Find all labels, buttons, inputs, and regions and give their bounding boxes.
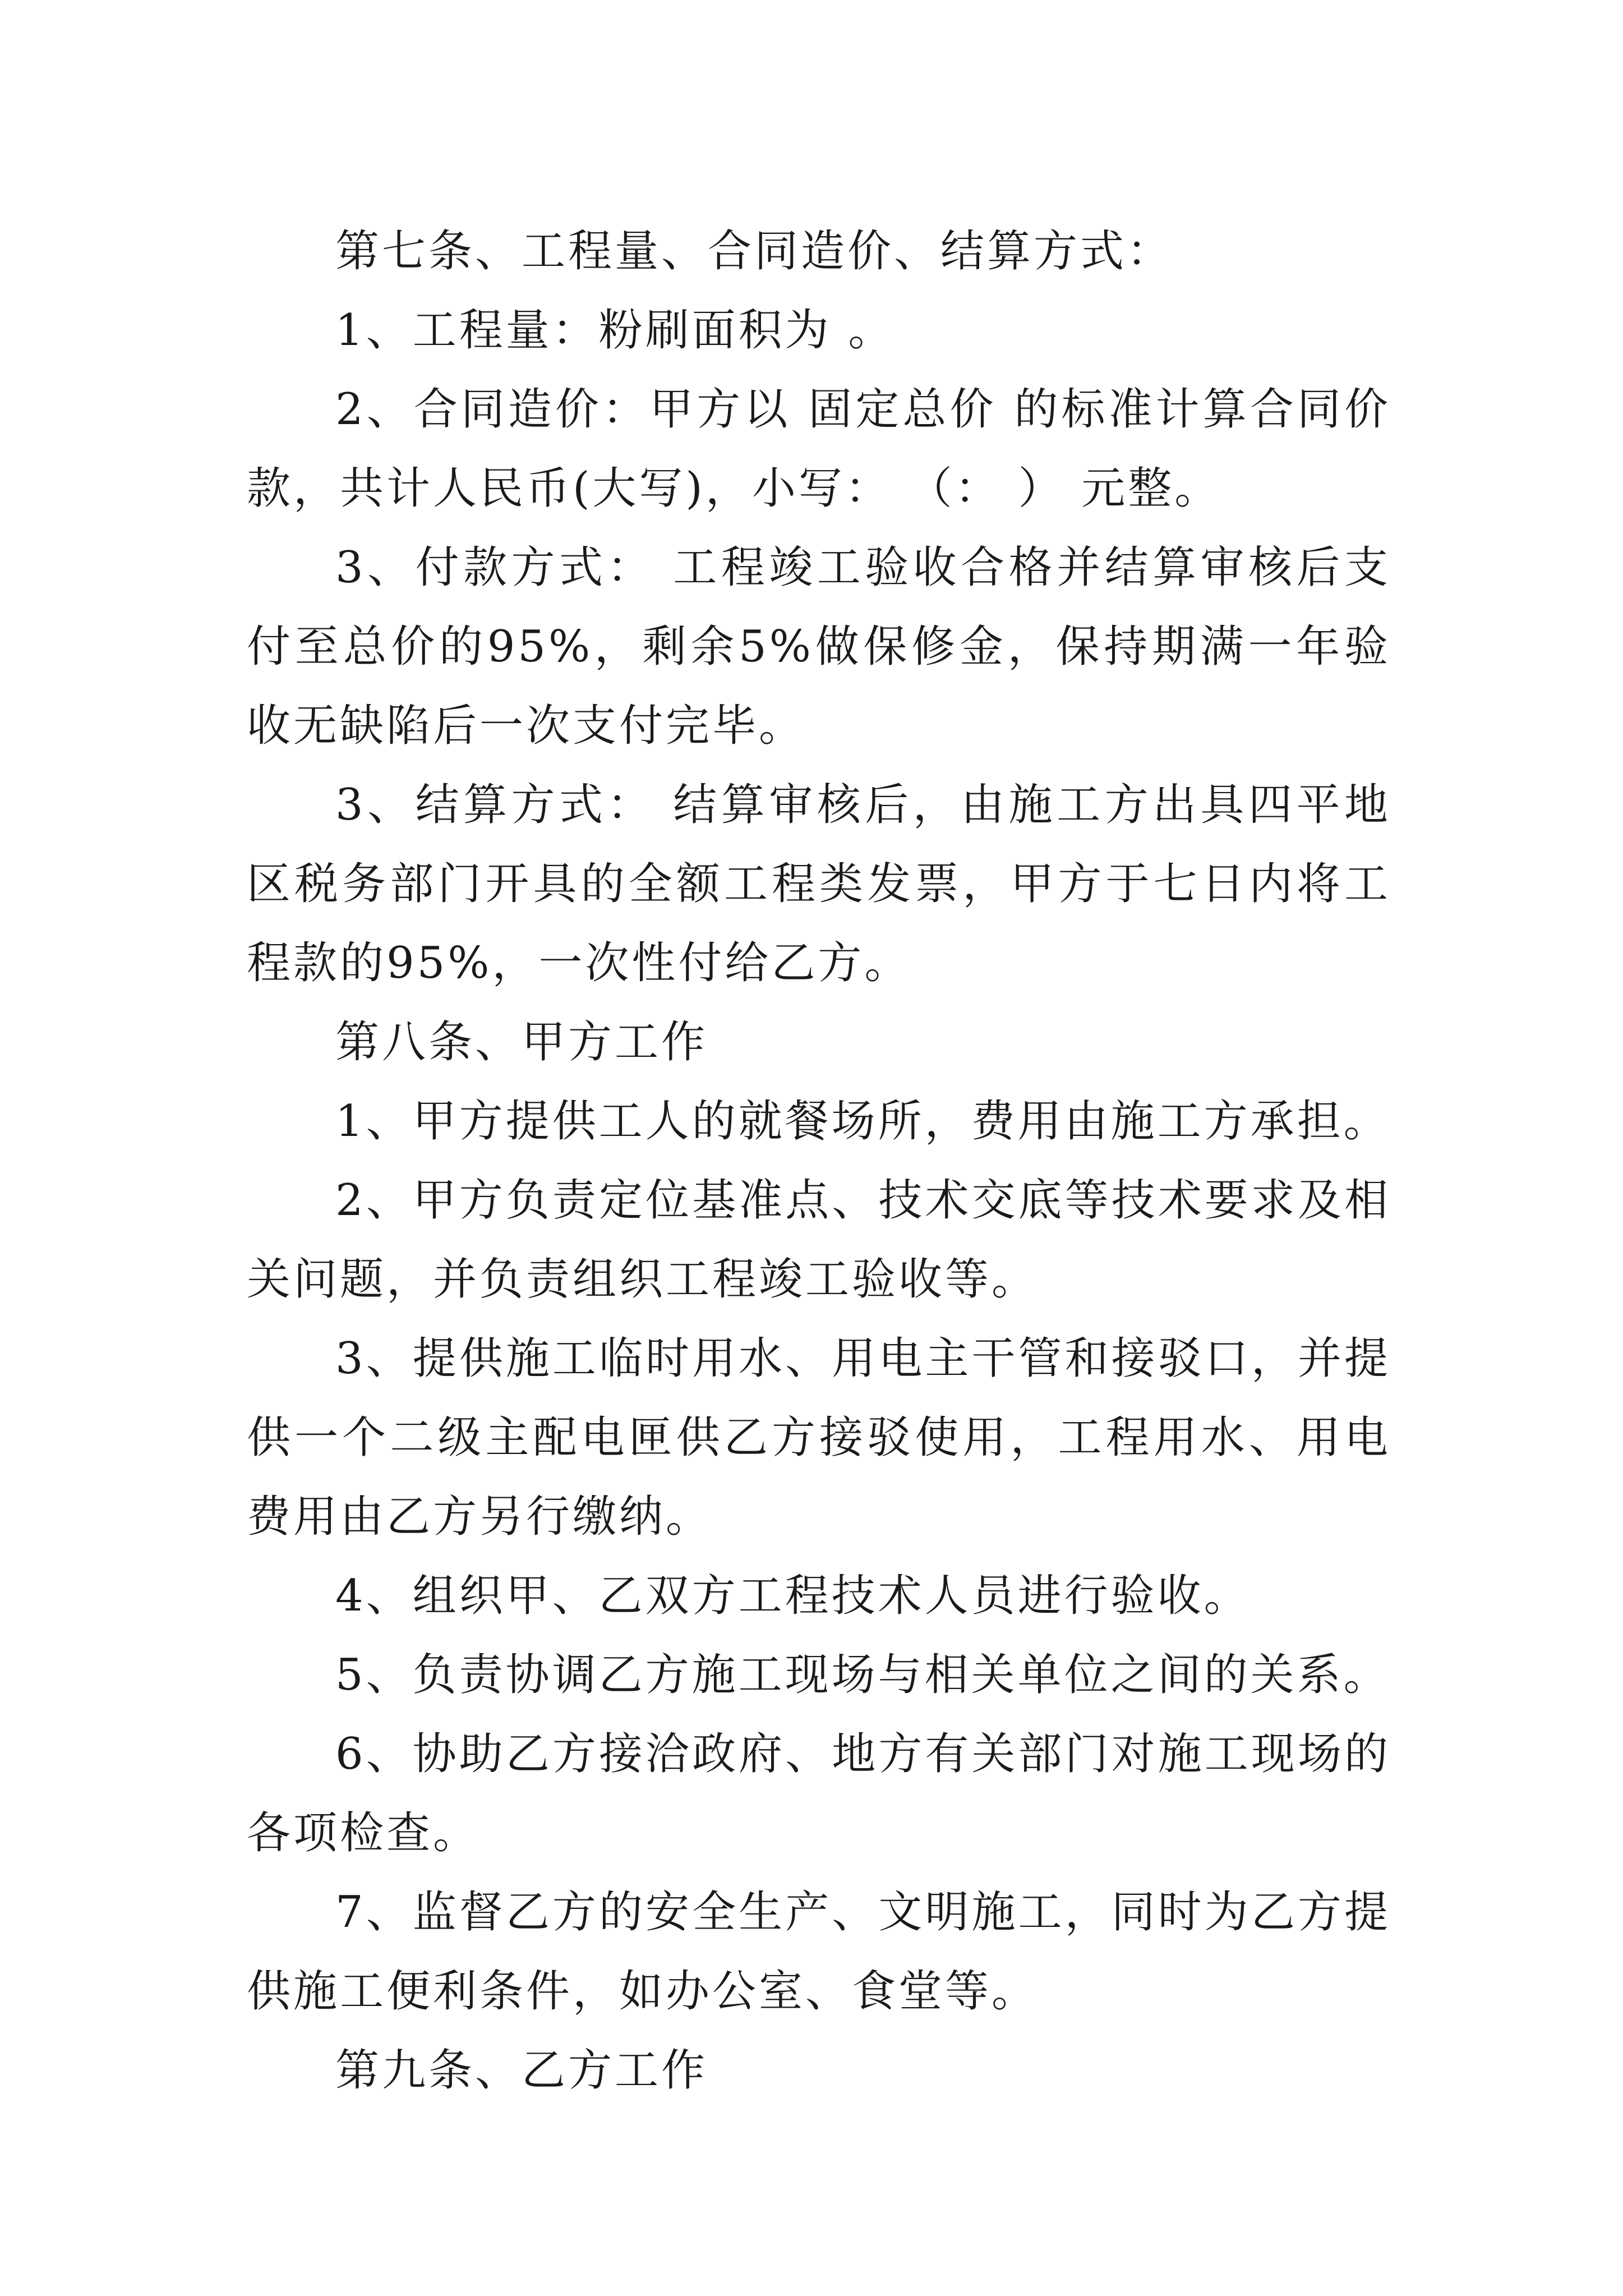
article-8-item-7: 7、监督乙方的安全生产、文明施工，同时为乙方提供施工便利条件，如办公室、食堂等。 — [247, 1887, 1391, 2017]
article-8-item-5: 5、负责协调乙方施工现场与相关单位之间的关系。 — [335, 1650, 1390, 1700]
article-9-heading: 第九条、乙方工作 — [335, 2045, 708, 2096]
article-7-item-settlement-method: 3、结算方式： 结算审核后，由施工方出具四平地区税务部门开具的全额工程类发票，甲方于七日内将工程款的95%，一次性付给乙方。 — [247, 780, 1391, 988]
article-8-heading: 第八条、甲方工作 — [335, 1017, 708, 1068]
article-8-item-4: 4、组织甲、乙双方工程技术人员进行验收。 — [335, 1571, 1251, 1621]
article-7-item-payment-method: 3、付款方式： 工程竣工验收合格并结算审核后支付至总价的95%，剩余5%做保修金，保持期满一年验收无缺陷后一次支付完毕。 — [247, 542, 1391, 751]
document-body — [247, 212, 1391, 2110]
article-8-item-1: 1、甲方提供工人的就餐场所，费用由施工方承担。 — [335, 1096, 1390, 1147]
article-7-heading: 第七条、工程量、合同造价、结算方式： — [335, 226, 1174, 277]
article-7-item-quantity: 1、工程量：粉刷面积为 。 — [335, 305, 895, 356]
article-8-item-3: 3、提供施工临时用水、用电主干管和接驳口，并提供一个二级主配电匣供乙方接驳使用，工程用水、用电费用由乙方另行缴纳。 — [247, 1333, 1391, 1542]
article-8-item-2: 2、甲方负责定位基准点、技术交底等技术要求及相关问题，并负责组织工程竣工验收等。 — [247, 1175, 1391, 1305]
article-8-item-6: 6、协助乙方接洽政府、地方有关部门对施工现场的各项检查。 — [247, 1729, 1391, 1858]
article-7-item-contract-price: 2、合同造价：甲方以 固定总价 的标准计算合同价款，共计人民币(大写)，小写： （： ） 元整。 — [247, 384, 1391, 514]
